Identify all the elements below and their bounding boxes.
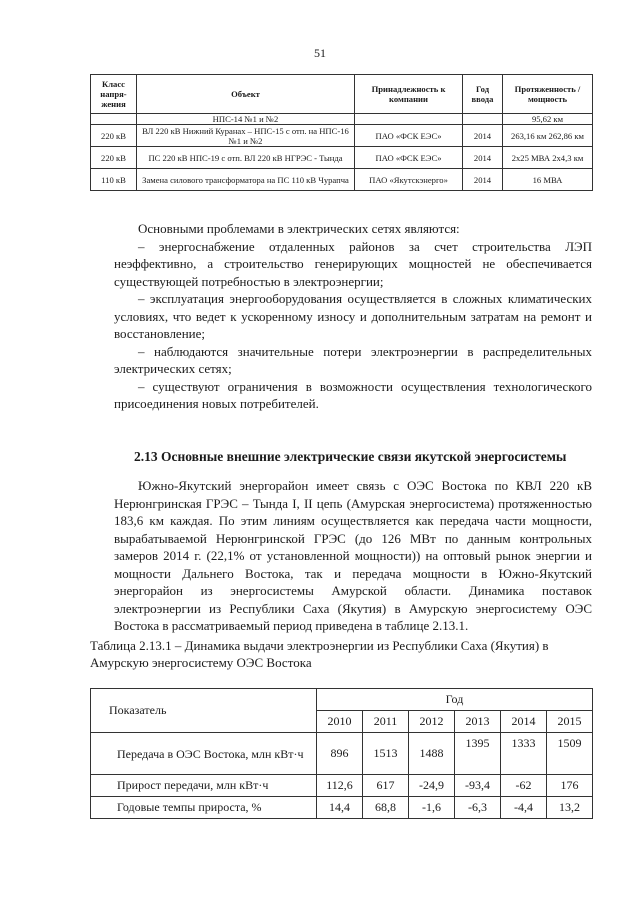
value-cell: 13,2 xyxy=(547,797,593,819)
row-label: Годовые темпы прироста, % xyxy=(91,797,317,819)
table-caption: Таблица 2.13.1 – Динамика выдачи электроэнергии из Республики Саха (Якутия) в Амурскую энергосистему ОЭС Востока xyxy=(90,638,549,670)
cell-length: 263,16 км 262,86 км xyxy=(503,125,593,147)
cell-owner: ПАО «ФСК ЕЭС» xyxy=(355,125,463,147)
cell-voltage xyxy=(91,114,137,125)
problem-item: – эксплуатация энергооборудования осуществляется в сложных климатических условиях, что ведет к ускоренному износу и дополнительным затратам на ремонт и восстановление; xyxy=(114,291,592,341)
cell-owner: ПАО «Якутскэнерго» xyxy=(355,169,463,191)
header-object: Объект xyxy=(137,75,355,114)
header-length: Протяженность /мощность xyxy=(503,75,593,114)
table-row xyxy=(91,169,593,191)
table-row xyxy=(91,797,593,819)
table-header-row xyxy=(91,75,593,114)
energy-transfer-table xyxy=(90,688,593,819)
section-paragraph: Южно-Якутский энергорайон имеет связь с ОЭС Востока по КВЛ 220 кВ Нерюнгринская ГРЭС – Тында I, II цепь (Амурская энергосистема) протяженностью 183,6 км каждая. По этим линиям осуществляется как передача части мощности, вырабатываемой Нерюнгринской ГРЭС (до 126 МВт по данным контрольных замеров 2014 г. (22,1% от установленной мощности)) на оптовый рынок энергии и мощности Дальнего Востока, так и передача мощности в Южно-Якутский энергорайон из энергосистемы Амурской области. Динамика поставок электроэнергии из Республики Саха (Якутия) в Амурскую энергосистему ОЭС Востока в рассматриваемый период приведена в таблице 2.13.1. xyxy=(114,478,592,633)
facilities-table xyxy=(90,74,593,191)
value-cell: 1488 xyxy=(409,733,455,775)
cell-owner: ПАО «ФСК ЕЭС» xyxy=(355,147,463,169)
cell-object: Замена силового трансформатора на ПС 110 кВ Чурапча xyxy=(137,169,355,191)
value-cell: -1,6 xyxy=(409,797,455,819)
value-cell: 1509 xyxy=(547,733,593,775)
table-row xyxy=(91,775,593,797)
cell-owner xyxy=(355,114,463,125)
value-cell: 1395 xyxy=(455,733,501,775)
problem-item: – существуют ограничения в возможности осуществления технологического присоединения новых потребителей. xyxy=(114,378,592,411)
cell-year: 2014 xyxy=(463,169,503,191)
value-cell: 112,6 xyxy=(317,775,363,797)
value-cell: 1333 xyxy=(501,733,547,775)
value-cell: -24,9 xyxy=(409,775,455,797)
value-cell: 1513 xyxy=(363,733,409,775)
cell-year: 2014 xyxy=(463,147,503,169)
value-cell: -62 xyxy=(501,775,547,797)
row-label: Прирост передачи, млн кВт·ч xyxy=(91,775,317,797)
year-header: Год xyxy=(317,689,593,711)
problem-item: – наблюдаются значительные потери электроэнергии в распределительных электрических сетях; xyxy=(114,343,592,376)
table-row xyxy=(91,147,593,169)
year-cell: 2010 xyxy=(317,711,363,733)
year-cell: 2013 xyxy=(455,711,501,733)
value-cell: -6,3 xyxy=(455,797,501,819)
section-body xyxy=(114,477,592,635)
problem-item: – энергоснабжение отдаленных районов за счет строительства ЛЭП неэффективно, а строительство генерирующих мощностей не обеспечивается существующей потребностью в электроэнергии; xyxy=(114,238,592,289)
table-row xyxy=(91,125,593,147)
year-cell: 2014 xyxy=(501,711,547,733)
value-cell: 68,8 xyxy=(363,797,409,819)
cell-voltage: 220 кВ xyxy=(91,147,137,169)
year-cell: 2012 xyxy=(409,711,455,733)
cell-year xyxy=(463,114,503,125)
cell-voltage: 220 кВ xyxy=(91,125,137,147)
value-cell: 176 xyxy=(547,775,593,797)
cell-object: ПС 220 кВ НПС-19 с отп. ВЛ 220 кВ НГРЭС - Тында xyxy=(137,147,355,169)
page-number: 51 xyxy=(314,46,326,60)
value-cell: -93,4 xyxy=(455,775,501,797)
value-cell: -4,4 xyxy=(501,797,547,819)
cell-object: ВЛ 220 кВ Нижний Куранах – НПС-15 с отп. на НПС-16 №1 и №2 xyxy=(137,125,355,147)
table-row xyxy=(91,733,593,775)
cell-voltage: 110 кВ xyxy=(91,169,137,191)
table-row xyxy=(91,114,593,125)
cell-year: 2014 xyxy=(463,125,503,147)
section-heading: 2.13 Основные внешние электрические связи якутской энергосистемы xyxy=(134,449,567,464)
cell-length: 95,62 км xyxy=(503,114,593,125)
problems-intro: Основными проблемами в электрических сетях являются: xyxy=(138,221,460,236)
row-label: Передача в ОЭС Востока, млн кВт·ч xyxy=(91,733,317,775)
value-cell: 617 xyxy=(363,775,409,797)
header-owner: Принадлежность к компании xyxy=(355,75,463,114)
header-voltage: Класс напря-жения xyxy=(91,75,137,114)
header-year: Год ввода xyxy=(463,75,503,114)
problems-block xyxy=(114,220,592,413)
year-cell: 2011 xyxy=(363,711,409,733)
value-cell: 14,4 xyxy=(317,797,363,819)
cell-object: НПС-14 №1 и №2 xyxy=(137,114,355,125)
value-cell: 896 xyxy=(317,733,363,775)
cell-length: 2х25 МВА 2х4,3 км xyxy=(503,147,593,169)
table-header-row xyxy=(91,689,593,711)
year-cell: 2015 xyxy=(547,711,593,733)
cell-length: 16 МВА xyxy=(503,169,593,191)
indicator-header: Показатель xyxy=(91,689,317,733)
